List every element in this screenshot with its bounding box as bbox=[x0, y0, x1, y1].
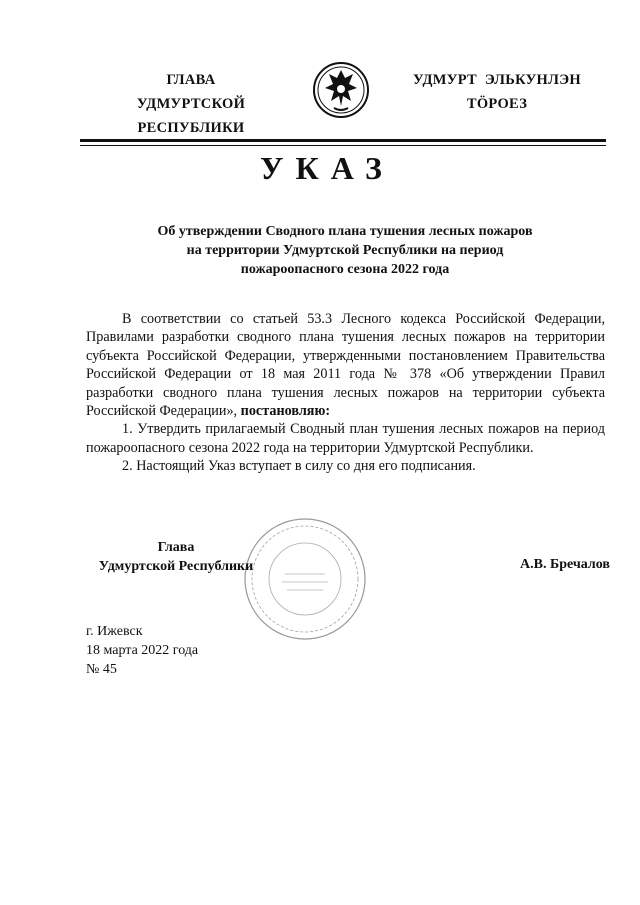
subject-line2: на территории Удмуртской Республики на период bbox=[186, 243, 504, 258]
header-left-line1: ГЛАВА bbox=[166, 72, 216, 88]
signatory-name: А.В. Бречалов bbox=[520, 557, 610, 572]
header-right-line2: ТӦРОЕЗ bbox=[466, 96, 528, 112]
footer-number: № 45 bbox=[86, 662, 117, 677]
footer-city: г. Ижевск bbox=[86, 624, 143, 639]
header-left bbox=[86, 68, 296, 140]
decree-word: постановляю bbox=[240, 403, 326, 420]
subject-line3: пожароопасного сезона 2022 года bbox=[240, 262, 450, 277]
document-footer bbox=[86, 622, 198, 679]
header-thin-rule bbox=[80, 145, 606, 146]
preamble-text: В соответствии со статьей 53.3 Лесного кодекса Российской Федерации, Правилами разработки сводного плана тушения лесных пожаров на территории субъекта Российской Федерации, утвержденными постановлением Правительства Российской Федерации от 18 мая 2011 года № 378 «Об утверждении Правил разработки сводного плана тушения лесных пожаров на территории субъекта Российской Федерации», bbox=[86, 311, 605, 420]
header-right bbox=[388, 68, 606, 116]
header-thick-rule bbox=[80, 139, 606, 142]
official-seal-icon bbox=[240, 514, 370, 644]
item-1: 1. Утвердить прилагаемый Сводный план тушения лесных пожаров на период пожароопасного сезона 2022 года на территории Удмуртской Республики. bbox=[86, 421, 605, 456]
footer-date: 18 марта 2022 года bbox=[86, 643, 199, 658]
document-subject bbox=[100, 222, 590, 279]
signature-title-line1: Глава bbox=[157, 540, 195, 555]
signature-title-line2: Удмуртской Республики bbox=[98, 559, 254, 574]
header-right-line1: УДМУРТ ЭЛЬКУНЛЭН bbox=[413, 72, 581, 88]
subject-line1: Об утверждении Сводного плана тушения лесных пожаров bbox=[157, 224, 533, 239]
preamble-paragraph: В соответствии со статьей 53.3 Лесного кодекса Российской Федерации, Правилами разработки сводного плана тушения лесных пожаров на территории субъекта Российской Федерации, утвержденными постановлением Правительства Российской Федерации от 18 мая 2011 года № 378 «Об утверждении Правил разработки сводного плана тушения лесных пожаров на территории субъекта Российской Федерации», постановляю: bbox=[86, 311, 605, 420]
signature-title bbox=[86, 538, 266, 576]
header-left-line2: УДМУРТСКОЙ РЕСПУБЛИКИ bbox=[136, 96, 246, 136]
item-2: 2. Настоящий Указ вступает в силу со дня его подписания. bbox=[122, 458, 476, 475]
document-body bbox=[86, 310, 605, 476]
document-title: УКАЗ bbox=[260, 150, 394, 186]
coat-of-arms-icon bbox=[312, 60, 370, 120]
